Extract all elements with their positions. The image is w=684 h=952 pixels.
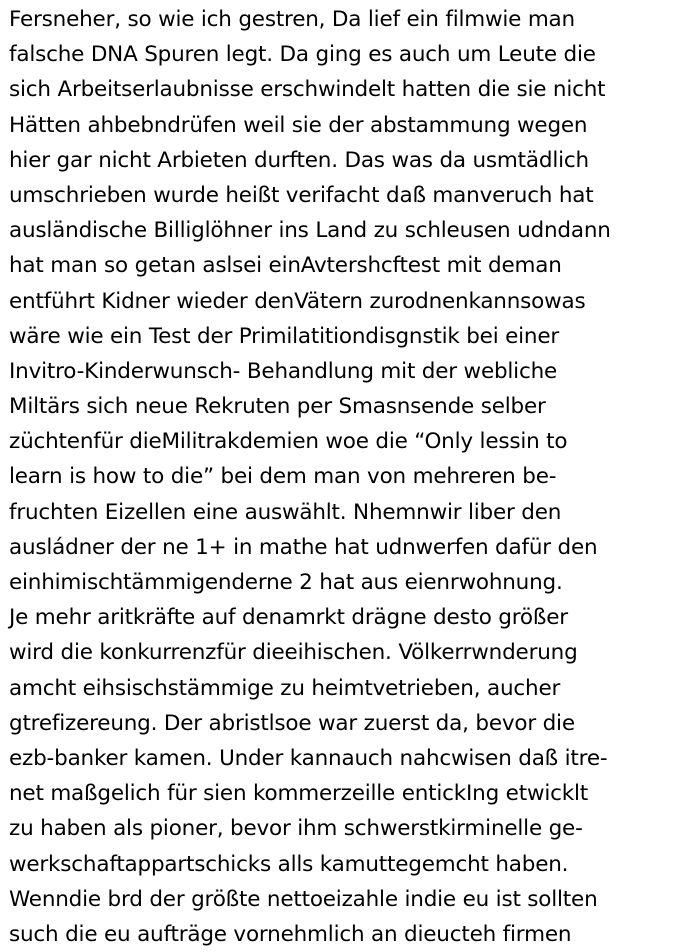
text-line: ausládner der ne 1+ in mathe hat udnwerfen dafür den <box>9 534 598 560</box>
text-line: ausländische Billiglöhner ins Land zu schleusen udndann <box>9 218 611 244</box>
text-line: Invitro-Kinderwunsch- Behandlung mit der webliche <box>9 358 558 384</box>
text-line: Fersneher, so wie ich gestren, Da lief ein filmwie man <box>9 7 575 32</box>
text-line: Miltärs sich neue Rekruten per Smasnsende selber <box>9 394 546 420</box>
text-line: werkschaftappartschicks alls kamuttegemcht haben. <box>9 851 569 877</box>
text-line: hat man so getan aslsei einAvtershcftest mit deman <box>9 253 562 279</box>
text-line: hier gar nicht Arbieten durften. Das was da usmtädlich <box>9 147 589 173</box>
text-line: wird die konkurrenzfür dieeihischen. Völkerrwnderung <box>9 640 578 666</box>
text-line: wäre wie ein Test der Primilatitiondisgnstik bei einer <box>9 323 560 349</box>
text-line: Hätten ahbebndrüfen weil sie der abstammung wegen <box>9 112 588 138</box>
text-line: sich Arbeitserlaubnisse erschwindelt hatten die sie nicht <box>9 77 606 103</box>
text-line: falsche DNA Spuren legt. Da ging es auch um Leute die <box>9 42 596 68</box>
text-line: net maßgelich für sien kommerzeille entickIng etwicklt <box>9 781 588 807</box>
text-line: amcht eihsischstämmige zu heimtvetrieben, aucher <box>9 675 561 701</box>
text-line: Je mehr aritkräfte auf denamrkt drägne desto größer <box>9 605 568 631</box>
text-line: entführt Kidner wieder denVätern zurodnenkannsowas <box>9 288 586 314</box>
text-line: such die eu aufträge vornehmlich an dieucteh firmen <box>9 921 572 947</box>
text-line: gtrefizereung. Der abristlsoe war zuerst da, bevor die <box>9 710 575 736</box>
text-line: fruchten Eizellen eine auswählt. Nhemnwir liber den <box>9 499 562 525</box>
text-line: learn is how to die” bei dem man von mehreren be- <box>9 464 557 490</box>
text-line: einhimischtämmigenderne 2 hat aus eienrwohnung. <box>9 570 563 595</box>
body-text <box>9 2 681 952</box>
text-line: Wenndie brd der größte nettoeizahle indie eu ist sollten <box>9 886 598 912</box>
text-line: umschrieben wurde heißt verifacht daß manveruch hat <box>9 182 594 208</box>
text-line: ezb-banker kamen. Under kannauch nahcwisen daß itre- <box>9 745 608 771</box>
text-line: zu haben als pioner, bevor ihm schwerstkirminelle ge- <box>9 816 583 842</box>
text-line: züchtenfür dieMilitrakdemien woe die “Only lessin to <box>9 429 568 455</box>
